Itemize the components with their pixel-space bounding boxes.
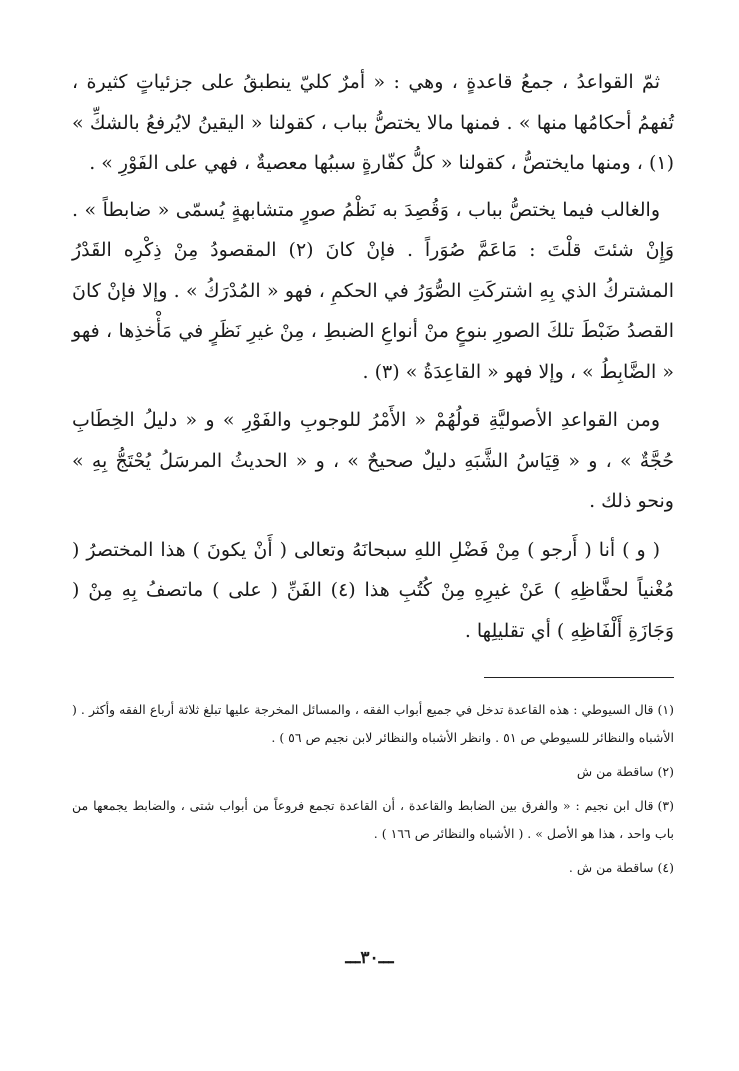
- footnote-2: [72, 758, 674, 786]
- footnote-3: [72, 792, 674, 848]
- paragraph-3: ومن القواعدِ الأصوليَّةِ قولُهُمْ « الأَمْرُ للوجوبِ والفَوْرِ » و « دليلُ الخِطَابِ حُجَّةٌ » ، و « قِيَاسُ الشَّبَهِ دليلٌ صحيحٌ » ، و « الحديثُ المرسَلُ يُحْتَجُّ بِهِ » ونحو ذلك .: [72, 409, 674, 512]
- footnote-text: قال ابن نجيم : « والفرق بين الضابط والقاعدة ، أن القاعدة تجمع فروعاً من أبواب شتى ، والضابط يجمعها من باب واحد ، هذا هو الأصل » . ( الأشباه والنظائر ص ١٦٦ ) .: [72, 798, 674, 841]
- footnote-number: (٣): [657, 798, 674, 813]
- page-number: ـــ٣٠ـــ: [345, 948, 394, 968]
- paragraph-1: ثمّ القواعدُ ، جمعُ قاعدةٍ ، وهي : « أمرٌ كليّ ينطبقُ على جزئياتٍ كثيرة ، تُفهمُ أحكامُها منها » . فمنها مالا يختصُّ بباب ، كقولنا « اليقينُ لايُرفعُ بالشكِّ » (١) ، ومنها مايختصُّ ، كقولنا « كلُّ كفّارةٍ سببُها معصيةٌ ، فهي على الفَوْرِ » .: [72, 71, 674, 174]
- footnote-1: [72, 696, 674, 752]
- footnote-text: قال السيوطي : هذه القاعدة تدخل في جميع أبواب الفقه ، والمسائل المخرجة عليها تبلغ ثلاثة أرباع الفقه وأكثر . ( الأشباه والنظائر للسيوطي ص ٥١ . وانظر الأشباه والنظائر لابن نجيم ص ٥٦ ) .: [72, 702, 674, 745]
- footnote-number: (٤): [657, 860, 674, 875]
- footnote-text: ساقطة من ش: [576, 764, 654, 779]
- footnote-number: (٢): [657, 764, 674, 779]
- book-page: [72, 62, 674, 1022]
- main-text: [72, 62, 674, 651]
- footnotes: [72, 696, 674, 882]
- paragraph-4: ( و ) أنا ( أَرجو ) مِنْ فَضْلِ اللهِ سبحانَهُ وتعالى ( أَنْ يكونَ ) هذا المختصرُ ( مُغْنياً لحفَّاظِهِ ) عَنْ غيرِهِ مِنْ كُتُبِ هذا (٤) الفَنِّ ( على ) ماتصفُ بِهِ مِنْ ( وَجَازَةِ أَلْفَاظِهِ ) أي تقليلِها .: [72, 538, 675, 642]
- footnote-separator: [484, 677, 674, 678]
- footnote-4: [72, 854, 674, 882]
- paragraph-2: والغالب فيما يختصُّ بباب ، وَقُصِدَ به نَظْمُ صورٍ متشابهةٍ يُسمّى « ضابطاً » . وَإِنْ شئتَ قلْتَ : مَاعَمَّ صُوَراً . فإنْ كانَ (٢) المقصودُ مِنْ ذِكْرِه القَدْرُ المشتركُ الذي بِهِ اشتركَتِ الصُّوَرُ في الحكمِ ، فهو « المُدْرَكُ » . وإلا فإنْ كانَ القصدُ ضَبْطَ تلكَ الصورِ بنوعٍ منْ أنواعِ الضبطِ ، مِنْ غيرِ نَظَرٍ في مَأْخذِها ، فهو « الضَّابِطُ » ، وإلا فهو « القاعِدَةُ » (٣) .: [72, 198, 675, 383]
- footnote-number: (١): [657, 702, 674, 717]
- footnote-text: ساقطة من ش .: [568, 860, 654, 875]
